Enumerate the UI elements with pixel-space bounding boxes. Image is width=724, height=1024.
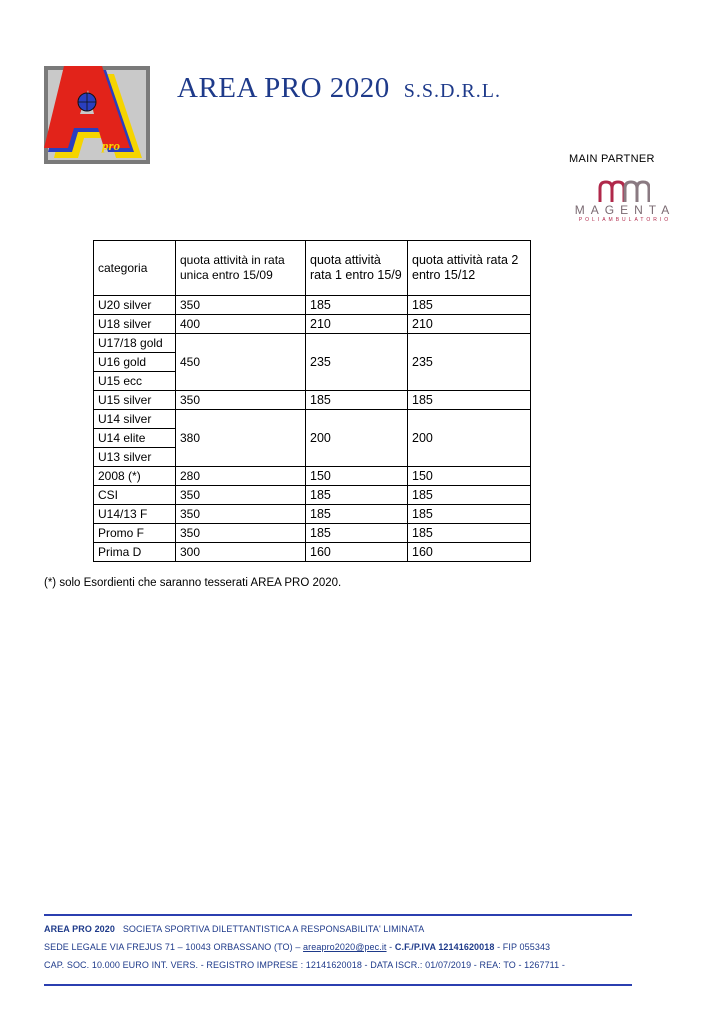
table-row (94, 543, 531, 562)
cell-quota-unica: 350 (176, 524, 306, 543)
cell-category: U14 elite (94, 429, 176, 448)
footer-org-type: SOCIETA SPORTIVA DILETTANTISTICA A RESPONSABILITA' LIMINATA (122, 924, 425, 934)
footer-address: SEDE LEGALE VIA FREJUS 71 – 10043 ORBASSANO (TO) – (44, 942, 301, 952)
cell-category: U18 silver (94, 315, 176, 334)
footer-tax-id: C.F./P.IVA 12141620018 (394, 942, 495, 952)
footer-top-rule (44, 914, 632, 916)
cell-rata-1: 185 (306, 391, 408, 410)
cell-category: U14/13 F (94, 505, 176, 524)
cell-category: U17/18 gold (94, 334, 176, 353)
cell-rata-1: 160 (306, 543, 408, 562)
cell-category: U16 gold (94, 353, 176, 372)
org-suffix: S.S.D.R.L. (403, 80, 502, 102)
cell-rata-1: 185 (306, 524, 408, 543)
cell-quota-unica: 350 (176, 486, 306, 505)
cell-category: U15 silver (94, 391, 176, 410)
cell-rata-1: 150 (306, 467, 408, 486)
header-quota-rata-1: quota attività rata 1 entro 15/9 (306, 241, 408, 296)
cell-rata-2: 185 (408, 524, 531, 543)
magenta-name: MAGENTA (574, 203, 676, 217)
footer-line-1 (44, 924, 424, 934)
cell-category: Promo F (94, 524, 176, 543)
cell-category: 2008 (*) (94, 467, 176, 486)
footnote: (*) solo Esordienti che saranno tesserati AREA PRO 2020. (44, 577, 342, 589)
cell-rata-1: 185 (306, 296, 408, 315)
cell-category: U15 ecc (94, 372, 176, 391)
cell-quota-unica: 350 (176, 391, 306, 410)
cell-quota-unica: 350 (176, 296, 306, 315)
cell-rata-1: 210 (306, 315, 408, 334)
main-partner-label: MAIN PARTNER (569, 153, 655, 165)
table-row (94, 391, 531, 410)
area-pro-logo (44, 66, 150, 164)
table-row (94, 486, 531, 505)
cell-rata-2: 185 (408, 391, 531, 410)
cell-category: U14 silver (94, 410, 176, 429)
page-title (177, 72, 501, 105)
footer-email-link[interactable]: areapro2020@pec.it (303, 942, 387, 952)
cell-category: U13 silver (94, 448, 176, 467)
cell-quota-unica: 280 (176, 467, 306, 486)
cell-category: Prima D (94, 543, 176, 562)
cell-rata-1: 185 (306, 505, 408, 524)
footer-fip: - FIP 055343 (497, 942, 551, 952)
footer-line-3: CAP. SOC. 10.000 EURO INT. VERS. - REGISTRO IMPRESE : 12141620018 - DATA ISCR.: 01/07/2019 - REA: TO - 1267711 - (44, 960, 565, 970)
org-name: AREA PRO 2020 (177, 72, 390, 104)
cell-quota-unica: 350 (176, 505, 306, 524)
cell-rata-2: 185 (408, 486, 531, 505)
cell-category: U20 silver (94, 296, 176, 315)
fees-table (93, 240, 531, 562)
table-row (94, 315, 531, 334)
table-header-row (94, 241, 531, 296)
cell-rata-2: 150 (408, 467, 531, 486)
cell-rata-2: 200 (408, 410, 531, 467)
magenta-mark-icon (598, 180, 650, 202)
table-row (94, 505, 531, 524)
cell-rata-2: 210 (408, 315, 531, 334)
logo-pro-text: pro (102, 138, 121, 153)
cell-quota-unica: 300 (176, 543, 306, 562)
header-quota-rata-2: quota attività rata 2 entro 15/12 (408, 241, 531, 296)
cell-quota-unica: 400 (176, 315, 306, 334)
table-row (94, 524, 531, 543)
cell-rata-2: 185 (408, 505, 531, 524)
footer-line-2 (44, 942, 550, 952)
table-row (94, 410, 531, 429)
cell-quota-unica: 450 (176, 334, 306, 391)
table-row (94, 467, 531, 486)
header-categoria: categoria (94, 241, 176, 296)
magenta-subtitle: POLIAMBULATORIO (578, 217, 672, 223)
cell-rata-2: 235 (408, 334, 531, 391)
footer-separator: - (389, 942, 393, 952)
cell-rata-2: 185 (408, 296, 531, 315)
footer-org-name: AREA PRO 2020 (44, 924, 115, 934)
cell-quota-unica: 380 (176, 410, 306, 467)
cell-category: CSI (94, 486, 176, 505)
table-row (94, 334, 531, 353)
magenta-logo (564, 178, 686, 226)
header-quota-unica: quota attività in rata unica entro 15/09 (176, 241, 306, 296)
cell-rata-1: 185 (306, 486, 408, 505)
cell-rata-2: 160 (408, 543, 531, 562)
table-row (94, 296, 531, 315)
cell-rata-1: 235 (306, 334, 408, 391)
footer-bottom-rule (44, 984, 632, 986)
cell-rata-1: 200 (306, 410, 408, 467)
